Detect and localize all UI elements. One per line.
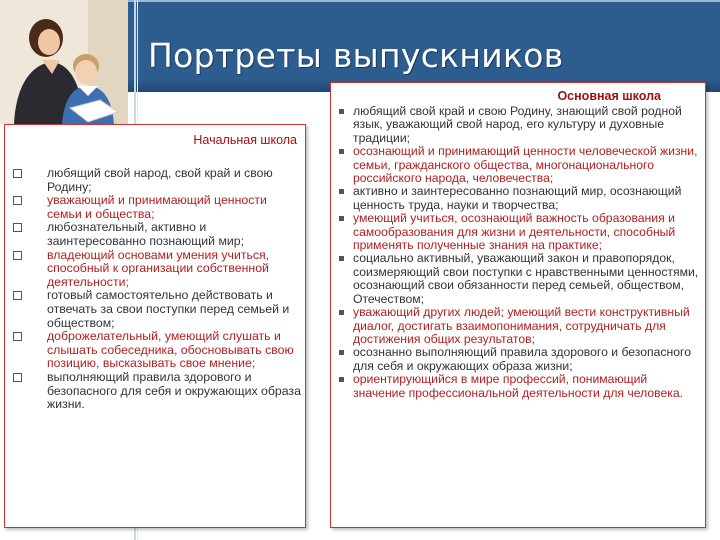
page-title: Портреты выпускников: [148, 36, 564, 75]
checkbox-bullet-icon: [13, 373, 22, 382]
list-item: [335, 212, 701, 252]
list-item: [335, 185, 701, 212]
square-bullet-icon: [339, 256, 344, 261]
list-item-text: выполняющий правила здорового и безопасного для себя и окружающих образа жизни.: [47, 369, 301, 412]
list-item: [335, 373, 701, 400]
list-item-text: уважающий других людей; умеющий вести конструктивный диалог, достигать взаимопонимания, сотрудничать для достижения общих результатов;: [353, 305, 690, 346]
list-item: [335, 346, 701, 373]
list-item: [9, 249, 301, 290]
list-item: [9, 167, 301, 194]
list-item-text: владеющий основами умения учиться, способный к организации собственной деятельности;: [47, 247, 270, 289]
list-item: [9, 221, 301, 248]
list-item-text: умеющий учиться, осознающий важность образования и самообразования для жизни и деятельности, способный применять полученные знания на практике;: [353, 211, 676, 253]
list-item-text: осознанно выполняющий правила здорового и безопасного для себя и окружающих образа жизни;: [353, 345, 691, 373]
checkbox-bullet-icon: [13, 251, 22, 260]
square-bullet-icon: [339, 149, 344, 154]
square-bullet-icon: [339, 377, 344, 382]
list-item: [9, 330, 301, 371]
list-item: [335, 306, 701, 346]
list-item-text: социально активный, уважающий закон и правопорядок, соизмеряющий свои поступки с нравственными ценностями, осознающий свои обязанности перед семьей, обществом, Отечеством;: [353, 251, 699, 306]
list-item-text: доброжелательный, умеющий слушать и слышать собеседника, обосновывать свою позицию, высказывать свое мнение;: [47, 329, 294, 371]
square-bullet-icon: [339, 350, 344, 355]
list-item: [335, 145, 701, 185]
square-bullet-icon: [339, 189, 344, 194]
basic-school-card: [330, 82, 706, 528]
basic-school-list: [335, 105, 701, 400]
photo-illustration: [0, 0, 128, 124]
checkbox-bullet-icon: [13, 332, 22, 341]
square-bullet-icon: [339, 216, 344, 221]
list-item-text: любознательный, активно и заинтересованно познающий мир;: [47, 220, 245, 248]
square-bullet-icon: [339, 310, 344, 315]
square-bullet-icon: [339, 109, 344, 114]
list-item-text: любящий свой край и свою Родину, знающий свой родной язык, уважающий свой народ, его культуру и духовные традиции;: [353, 104, 682, 145]
list-item: [9, 289, 301, 330]
list-item-text: активно и заинтересованно познающий мир, осознающий ценность труда, науки и творчества;: [353, 184, 682, 212]
list-item: [9, 194, 301, 221]
list-item-text: готовый самостоятельно действовать и отвечать за свои поступки перед семьей и обществом;: [47, 288, 290, 330]
checkbox-bullet-icon: [13, 196, 22, 205]
primary-school-heading: Начальная школа: [193, 133, 297, 147]
list-item: [9, 371, 301, 412]
checkbox-bullet-icon: [13, 169, 22, 178]
basic-school-heading: Основная школа: [557, 89, 661, 103]
primary-school-card: [4, 124, 306, 528]
banner-top-stripe: [128, 0, 720, 2]
teacher-and-student-photo: [0, 0, 128, 124]
primary-school-list: [9, 167, 301, 412]
list-item-text: ориентирующийся в мире профессий, понимающий значение профессиональной деятельности для человека.: [353, 372, 684, 400]
list-item-text: уважающий и принимающий ценности семьи и общества;: [47, 193, 267, 221]
checkbox-bullet-icon: [13, 291, 22, 300]
list-item-text: любящий свой народ, свой край и свою Родину;: [47, 166, 273, 194]
list-item: [335, 105, 701, 145]
list-item-text: осознающий и принимающий ценности человеческой жизни, семьи, гражданского общества, многонационального российского народа, человечества;: [353, 144, 698, 186]
checkbox-bullet-icon: [13, 223, 22, 232]
list-item: [335, 252, 701, 306]
